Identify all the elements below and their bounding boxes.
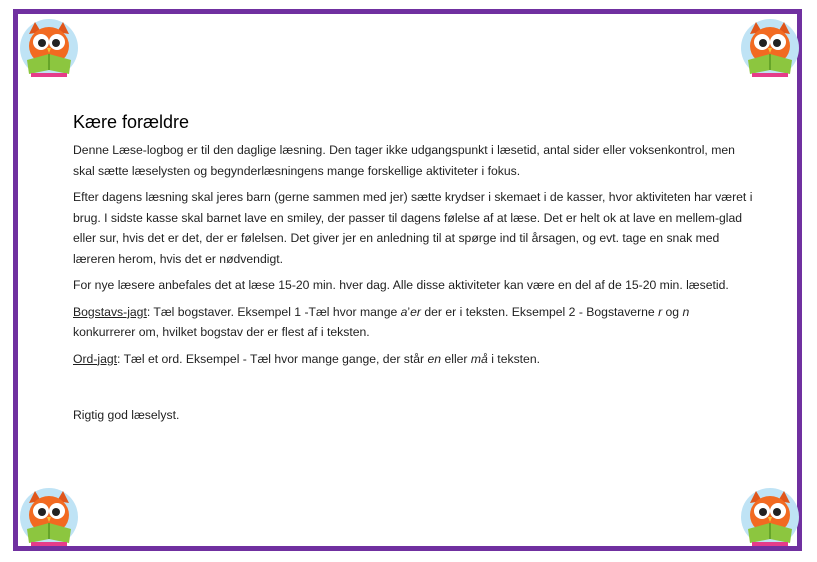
letter-hunt-text-2: der er i teksten. Eksempel 2 - Bogstaverne xyxy=(420,304,659,319)
paragraph-recommendation: For nye læsere anbefales det at læse 15-20 min. hver dag. Alle disse aktiviteter kan være en del af de 15-20 min. læsetid. xyxy=(73,278,729,292)
owl-reading-icon xyxy=(740,16,800,80)
owl-reading-icon xyxy=(740,485,800,549)
letter-hunt-example-a: a xyxy=(400,304,408,319)
letter-hunt-text-4: konkurrerer om, hvilket bogstav der er flest af i teksten. xyxy=(73,325,370,339)
letter-hunt-label: Bogstavs-jagt xyxy=(73,304,147,319)
word-hunt-text-2: eller xyxy=(441,351,471,366)
letter-hunt-text-1: : Tæl bogstaver. Eksempel 1 -Tæl hvor mange xyxy=(146,304,401,319)
word-hunt-label: Ord-jagt xyxy=(73,351,118,366)
owl-reading-icon xyxy=(19,485,79,549)
word-hunt-example-ma: må xyxy=(470,351,488,366)
word-hunt-text-1: : Tæl et ord. Eksempel - Tæl hvor mange gange, der står xyxy=(117,351,428,366)
letter-title: Kære forældre xyxy=(73,112,190,132)
paragraph-letter-hunt xyxy=(73,302,753,343)
letter-hunt-example-er: er xyxy=(410,304,421,319)
paragraph-intro: Denne Læse-logbog er til den daglige læsning. Den tager ikke udgangspunkt i læsetid, antal sider eller voksenkontrol, men skal sætte læselysten og begynderlæsningens mange forskellige aktiviteter i fokus. xyxy=(73,143,735,178)
closing-line: Rigtig god læselyst. xyxy=(73,408,180,422)
letter-hunt-example-r: r xyxy=(658,304,663,319)
paragraph-instructions: Efter dagens læsning skal jeres barn (gerne sammen med jer) sætte krydser i skemaet i de kasser, hvor aktiviteten har været i brug. I sidste kasse skal barnet lave en smiley, der passer til dagens følelse af at læse. Det er helt ok at lave en mellem-glad eller sur, hvis det er det, der er følelsen. Det giver jer en anledning til at spørge ind til årsagen, og evt. tage en snak med læreren herom, hvis det er nødvendigt. xyxy=(73,190,753,266)
letter-hunt-apostrophe: ’ xyxy=(407,304,411,319)
paragraph-word-hunt xyxy=(73,349,753,370)
word-hunt-text-3: i teksten. xyxy=(487,351,540,366)
word-hunt-example-en: en xyxy=(427,351,442,366)
owl-reading-icon xyxy=(19,16,79,80)
letter-hunt-text-3: og xyxy=(662,304,683,319)
letter-body xyxy=(73,110,753,432)
letter-hunt-example-n: n xyxy=(682,304,690,319)
